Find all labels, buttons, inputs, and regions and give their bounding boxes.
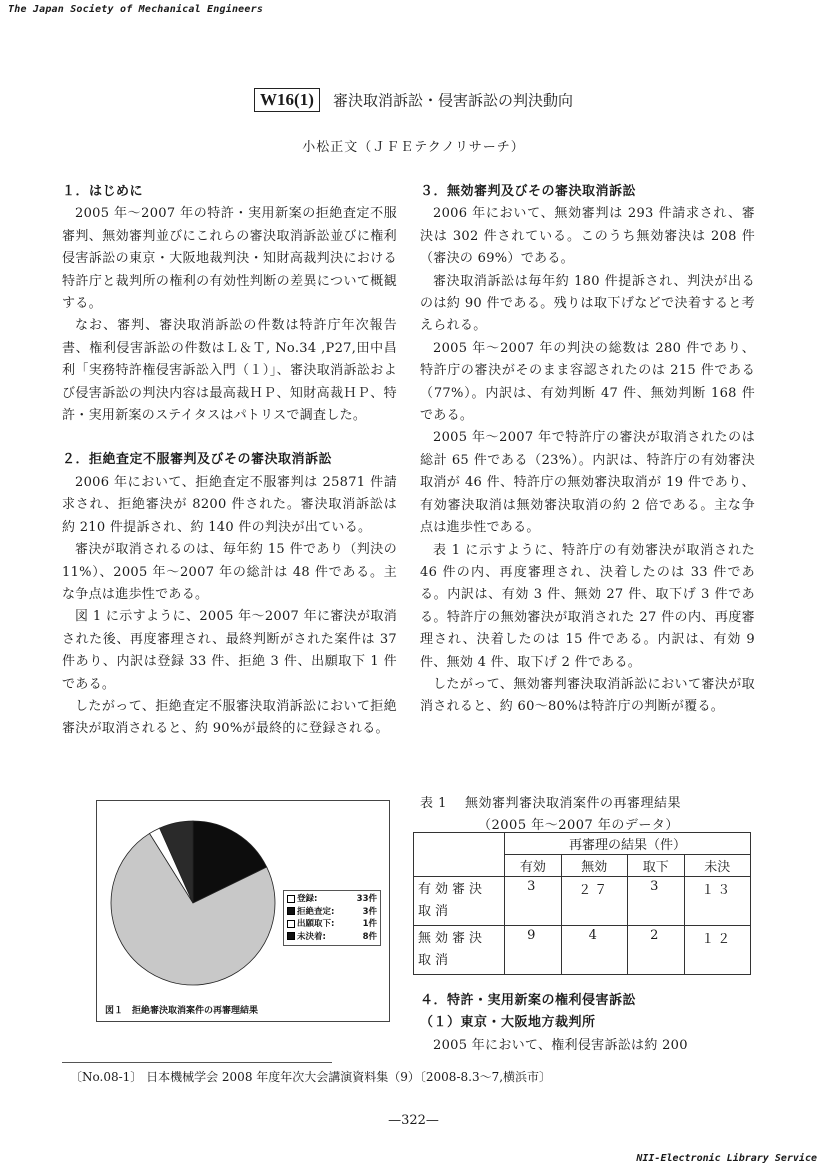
table-cell: 9 <box>505 926 562 975</box>
table-cell: 3 <box>627 877 684 926</box>
paragraph: 2005 年において、権利侵害訴訟は約 200 <box>433 1037 688 1053</box>
legend-entry <box>287 918 377 931</box>
section-4-heading: ４．特許・実用新案の権利侵害訴訟 <box>420 993 637 1008</box>
section-3-heading: ３．無効審判及びその審決取消訴訟 <box>420 184 637 199</box>
society-header: The Japan Society of Mechanical Engineers <box>8 4 264 15</box>
left-column <box>62 181 397 741</box>
paragraph: したがって、無効審判審決取消訴訟において審決が取消されると、約 60～80%は特許庁の判断が覆る。 <box>420 676 755 715</box>
legend-entry <box>287 906 377 919</box>
section-2-heading: ２．拒絶査定不服審判及びその審決取消訴訟 <box>62 452 333 468</box>
table-corner <box>414 833 505 877</box>
table-row <box>414 926 751 975</box>
footnote-divider <box>62 1062 332 1063</box>
table-cell: 2 <box>627 926 684 975</box>
figure-1 <box>96 800 390 1022</box>
legend-swatch <box>287 920 295 928</box>
paragraph: なお、審判、審決取消訴訟の件数は特許庁年次報告書、権利侵害訴訟の件数はＬ＆Ｔ, No.34 ,P27,田中昌利「実務特許権侵害訴訟入門（１）」、審決取消訴訟および侵害訴訟の判決内容は最高裁ＨＰ、知財高裁ＨＰ、特許・実用新案のステイタスはパトリスで調査した。 <box>62 318 397 424</box>
chart-legend <box>283 890 381 946</box>
section-4-subheading: （１）東京・大阪地方裁判所 <box>420 1015 596 1031</box>
paragraph: 2006 年において、拒絶査定不服審判は 25871 件請求され、拒絶審決が 8200 件された。審決取消訴訟は約 210 件提訴され、約 140 件の判決が出ている。 <box>62 474 397 535</box>
table-row <box>414 877 751 926</box>
figure-caption: 図１ 拒絶審決取消案件の再審理結果 <box>105 1006 259 1016</box>
paragraph: 図 1 に示すように、2005 年～2007 年に審決が取消された後、再度審理され、最終判断がされた案件は 37 件あり、内訳は登録 33 件、拒絶 3 件、出願取下 1 件である。 <box>62 609 397 692</box>
table-group-header: 再審理の結果（件） <box>505 833 751 855</box>
legend-entry <box>287 893 377 906</box>
paragraph: 審決が取消されるのは、毎年約 15 件であり（判決の 11%）、2005 年～2007 年の総計は 48 件である。主な争点は進歩性である。 <box>62 542 397 602</box>
author-line: 小松正文（ＪＦＥテクノリサーチ） <box>302 140 525 155</box>
legend-label: 拒絶査定: <box>297 906 335 917</box>
results-table <box>413 832 751 975</box>
paragraph: 審決取消訴訟は毎年約 180 件提訴され、判決が出るのは約 90 件である。残りは取下げなどで決着すると考えられる。 <box>420 273 755 334</box>
library-footer: NII-Electronic Library Service <box>636 1153 817 1164</box>
legend-label: 登録: <box>297 894 318 904</box>
page-number: —322— <box>388 1113 439 1128</box>
table-cell: ２７ <box>561 877 627 926</box>
row-label: 有効審決取消 <box>414 877 505 926</box>
paragraph: したがって、拒絶査定不服審決取消訴訟において拒絶審決が取消されると、約 90%が最終的に登録される。 <box>62 698 397 737</box>
legend-swatch <box>287 895 295 903</box>
legend-label: 出願取下: <box>297 919 335 929</box>
table-cell: １２ <box>684 926 750 975</box>
table-header-row <box>414 833 751 855</box>
paper-title-row <box>0 88 827 112</box>
column-header: 未決 <box>684 855 750 877</box>
legend-value: 8件 <box>362 931 377 942</box>
paragraph: 2005 年～2007 年の特許・実用新案の拒絶査定不服審判、無効審判並びにこれらの審決取消訴訟並びに権利侵害訴訟の東京・大阪地裁判決・知財高裁判決における特許庁と裁判所の権利の有効性判断の差異について概観する。 <box>62 206 397 312</box>
right-column <box>420 181 755 719</box>
legend-label: 未決着: <box>297 931 326 942</box>
paragraph: 2005 年～2007 年で特許庁の審決が取消されたのは総計 65 件である（23%）。内訳は、特許庁の有効審決取消が 46 件、特許庁の無効審決取消が 19 件であり、有効審決取消は無効審決取消の約 2 倍である。主な争点は進歩性である。 <box>420 430 755 536</box>
table-cell: 4 <box>561 926 627 975</box>
legend-swatch <box>287 907 295 915</box>
table-cell: 3 <box>505 877 562 926</box>
column-header: 取下 <box>627 855 684 877</box>
table-subcaption: （2005 年～2007 年のデータ） <box>478 818 679 833</box>
paragraph: 2006 年において、無効審判は 293 件請求され、審決は 302 件されている。このうち無効審決は 208 件（審決の 69%）である。 <box>420 206 755 267</box>
paragraph: 2005 年～2007 年の判決の総数は 280 件であり、特許庁の審決がそのまま容認されたのは 215 件である（77%）。内訳は、有効判断 47 件、無効判断 168 件である。 <box>420 340 755 424</box>
legend-value: 3件 <box>362 906 377 917</box>
legend-entry <box>287 931 377 944</box>
section-4 <box>420 990 755 1057</box>
table-cell: １３ <box>684 877 750 926</box>
column-header: 無効 <box>561 855 627 877</box>
session-code: W16(1) <box>254 88 320 112</box>
paragraph: 表 1 に示すように、特許庁の有効審決が取消された 46 件の内、再度審理され、決着したのは 33 件である。内訳は、有効 3 件、無効 27 件、取下げ 3 件である。特許庁の無効審決が取消された 27 件の内、再度審理され、決着したのは 15 件である。内訳は、有効 9 件、無効 4 件、取下げ 2 件である。 <box>420 542 755 670</box>
legend-value: 1件 <box>362 919 377 929</box>
section-1-heading: １．はじめに <box>62 184 144 199</box>
column-header: 有効 <box>505 855 562 877</box>
footnote: 〔No.08-1〕 日本機械学会 2008 年度年次大会講演資料集（9）〔2008-8.3〜7,横浜市〕 <box>70 1070 552 1084</box>
legend-value: 33件 <box>356 894 377 904</box>
row-label: 無効審決取消 <box>414 926 505 975</box>
table-caption: 表 1 無効審判審決取消案件の再審理結果 <box>420 796 682 811</box>
legend-swatch <box>287 932 295 940</box>
paper-title: 審決取消訴訟・侵害訴訟の判決動向 <box>332 91 573 110</box>
